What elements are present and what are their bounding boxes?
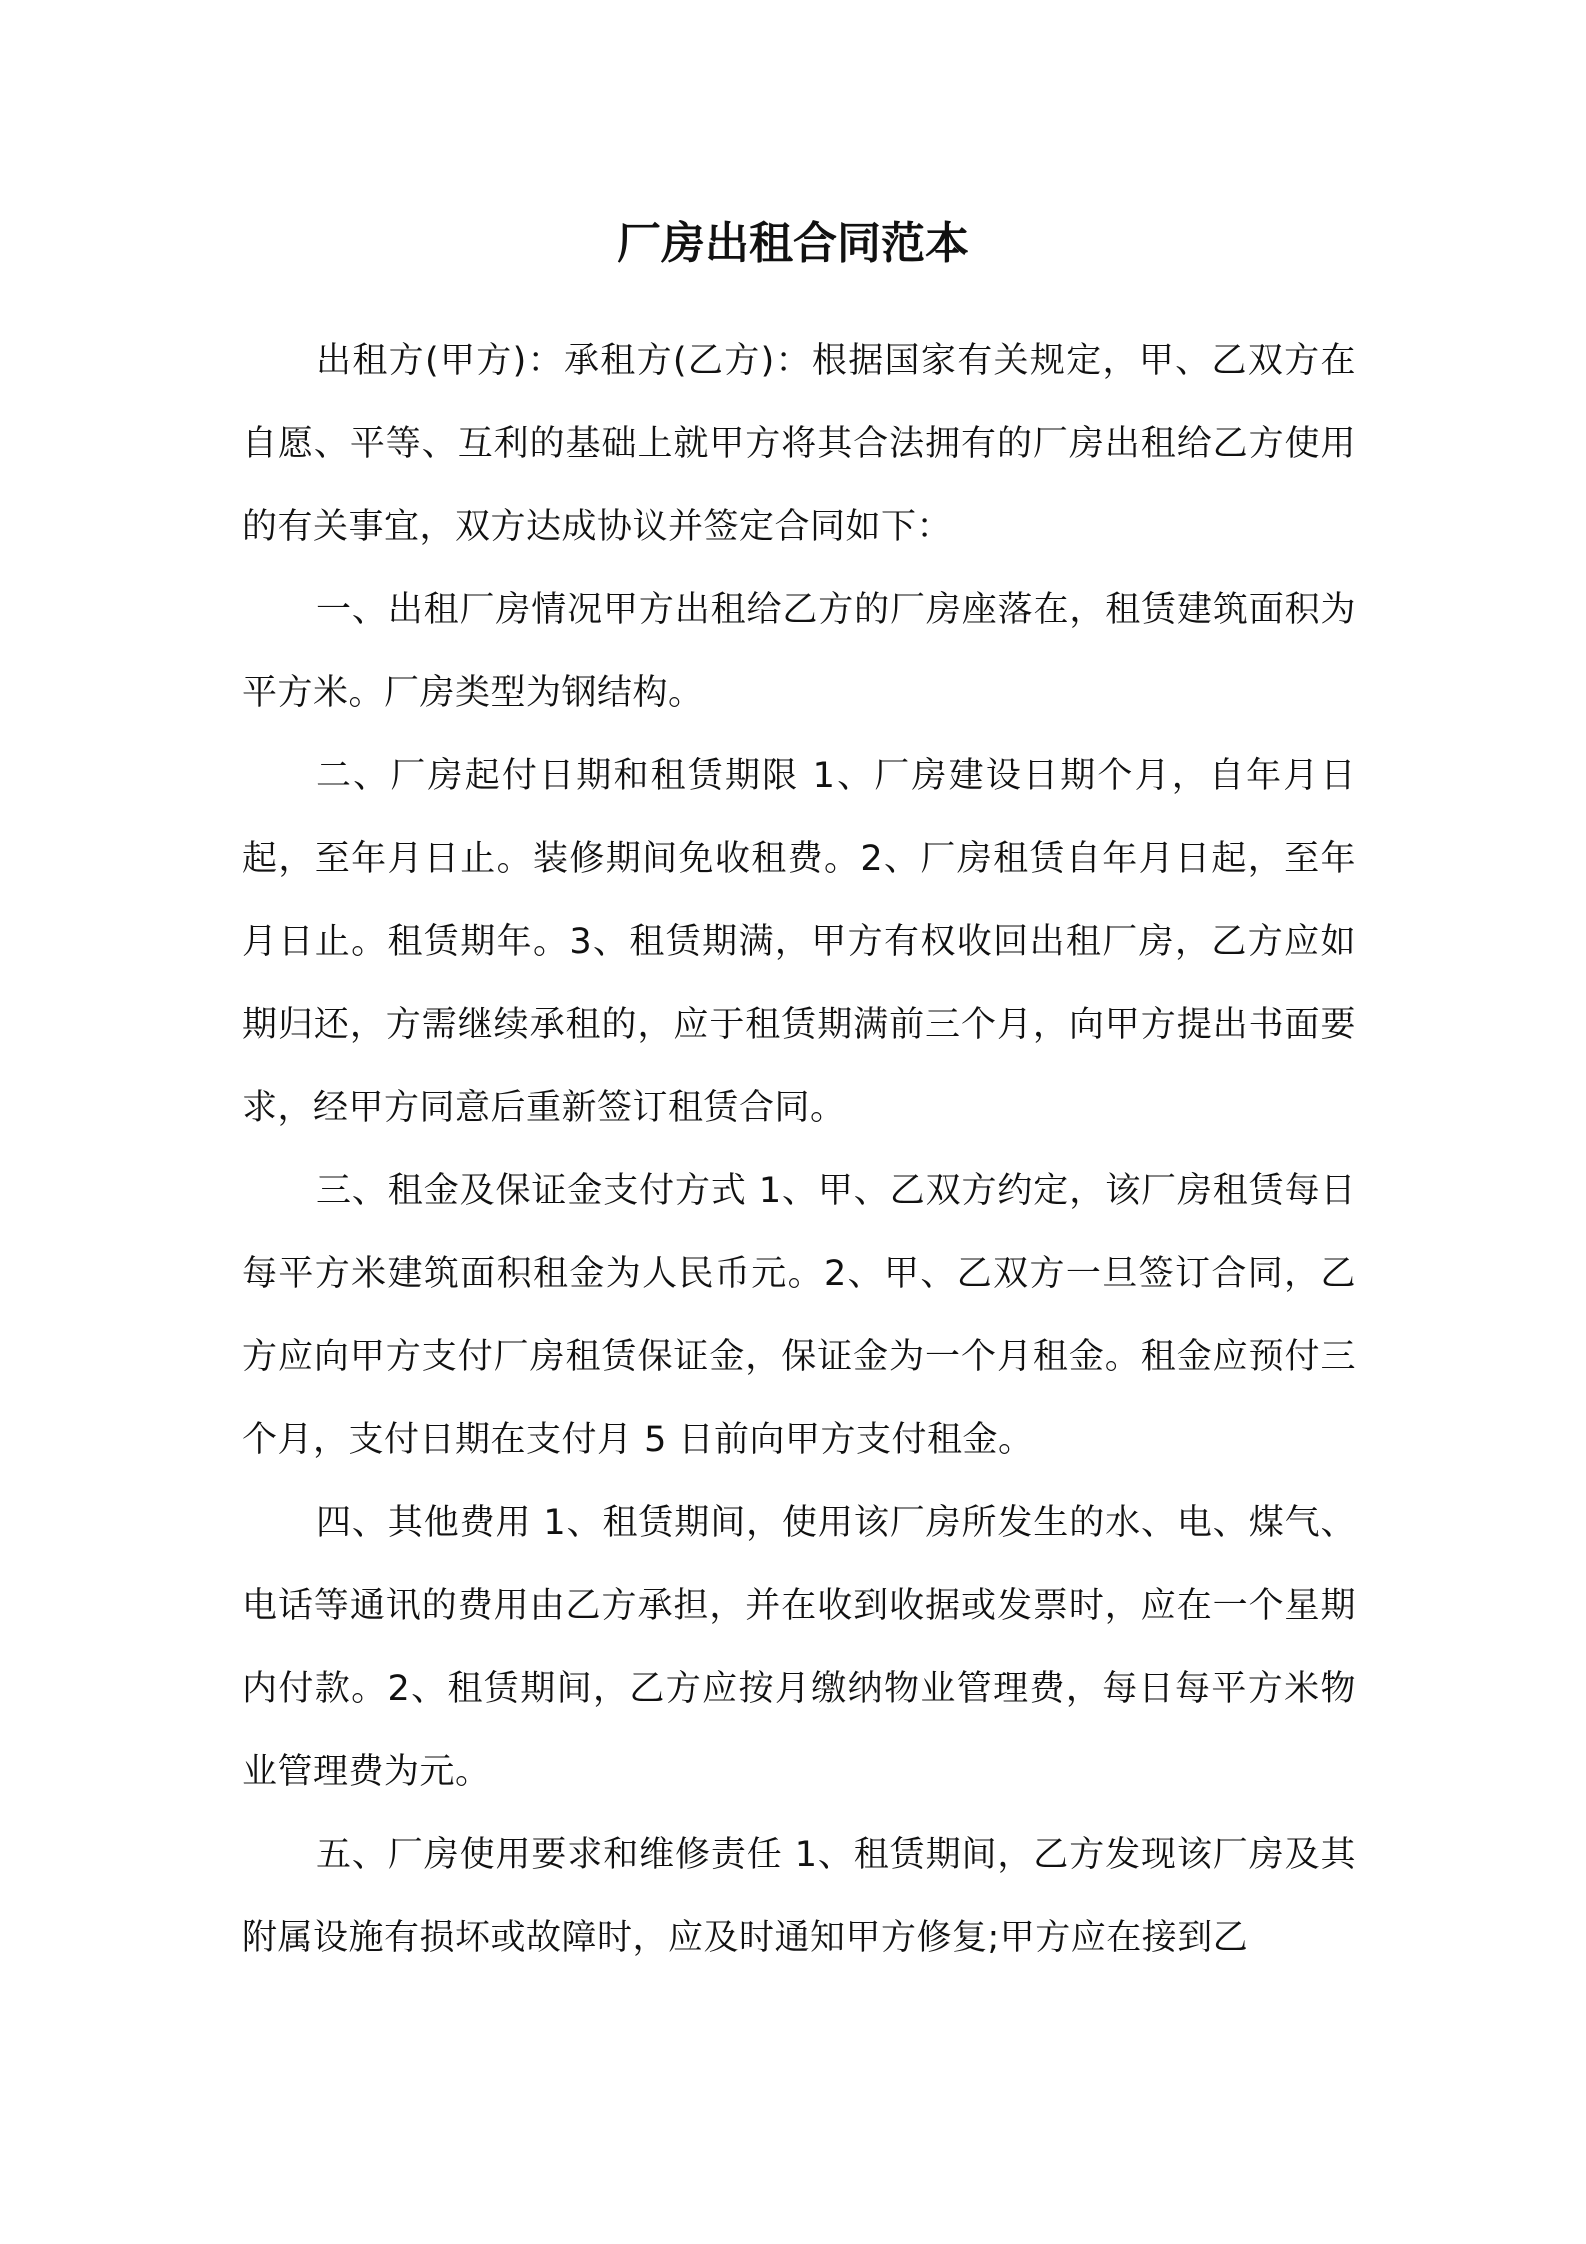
paragraph-section-5: 五、厂房使用要求和维修责任 1、租赁期间，乙方发现该厂房及其附属设施有损坏或故障时，应及时通知甲方修复;甲方应在接到乙 — [242, 1835, 1356, 1958]
document-body — [242, 320, 1356, 1980]
document-title: 厂房出租合同范本 — [617, 218, 969, 269]
paragraph-section-3: 三、租金及保证金支付方式 1、甲、乙双方约定，该厂房租赁每日每平方米建筑面积租金为人民币元。2、甲、乙双方一旦签订合同，乙方应向甲方支付厂房租赁保证金，保证金为一个月租金。租金应预付三个月，支付日期在支付月 5 日前向甲方支付租金。 — [242, 1171, 1356, 1460]
paragraph-section-4: 四、其他费用 1、租赁期间，使用该厂房所发生的水、电、煤气、电话等通讯的费用由乙方承担，并在收到收据或发票时，应在一个星期内付款。2、租赁期间，乙方应按月缴纳物业管理费，每日每平方米物业管理费为元。 — [242, 1503, 1356, 1792]
paragraph-section-2: 二、厂房起付日期和租赁期限 1、厂房建设日期个月，自年月日起，至年月日止。装修期间免收租费。2、厂房租赁自年月日起，至年月日止。租赁期年。3、租赁期满，甲方有权收回出租厂房，乙方应如期归还，方需继续承租的，应于租赁期满前三个月，向甲方提出书面要求，经甲方同意后重新签订租赁合同。 — [242, 756, 1356, 1128]
paragraph-section-1: 一、出租厂房情况甲方出租给乙方的厂房座落在，租赁建筑面积为平方米。厂房类型为钢结构。 — [242, 590, 1356, 713]
paragraph-parties: 出租方(甲方)：承租方(乙方)：根据国家有关规定，甲、乙双方在自愿、平等、互利的基础上就甲方将其合法拥有的厂房出租给乙方使用的有关事宜，双方达成协议并签定合同如下： — [242, 341, 1356, 547]
